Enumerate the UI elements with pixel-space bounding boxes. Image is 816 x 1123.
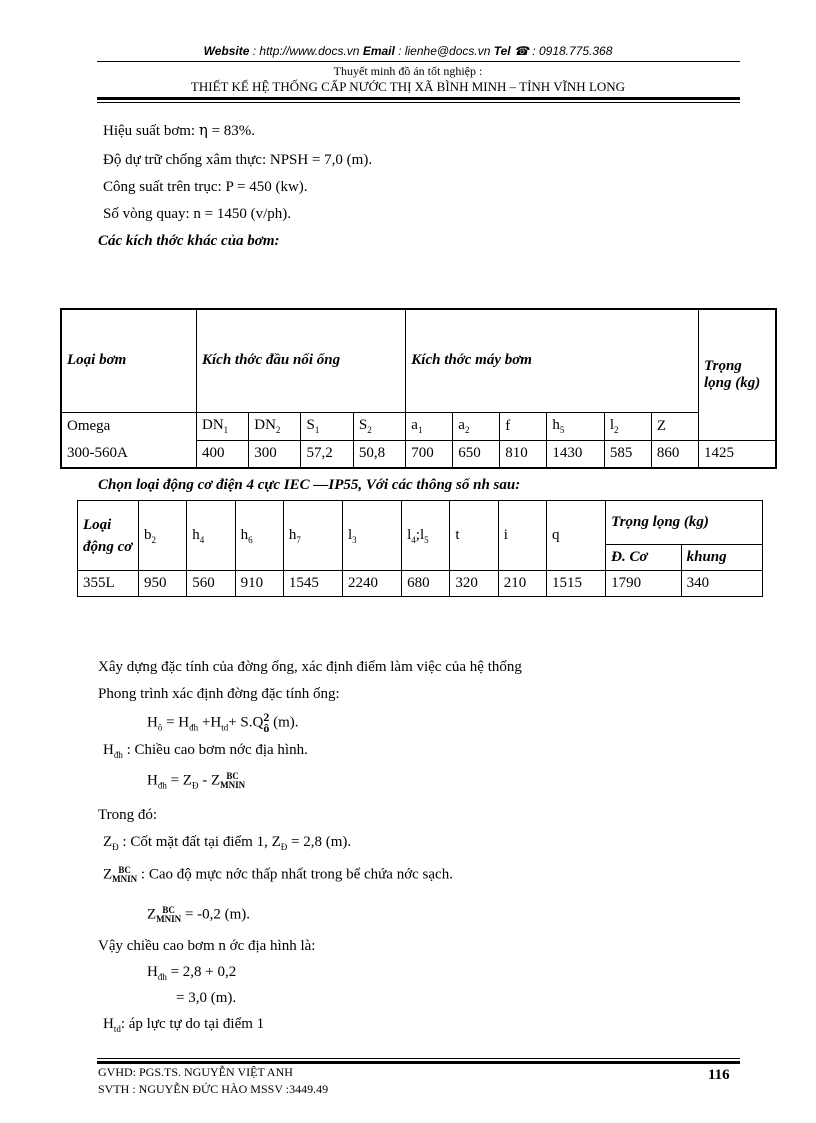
- def-htd: $H_{td}$: áp lực tự do tại điểm 1: [103, 1016, 265, 1034]
- col-z: Z: [651, 412, 698, 440]
- motor-weight-motor: Đ. Cơ: [606, 545, 682, 571]
- para-where: Trong đó:: [98, 807, 158, 823]
- table-cell: 400: [197, 440, 249, 468]
- header-contact: [0, 44, 816, 58]
- para-equation-intro: Phong trình xác định đờng đặc tính ống:: [98, 686, 340, 702]
- def-zmnin: Z BC MNIN : Cao độ mực nớc thấp nhất trong bể chứa nớc sạch.: [103, 865, 453, 884]
- para-so: Vậy chiều cao bơm n ớc địa hình là:: [98, 938, 316, 954]
- tel-value: : 0918.775.368: [532, 44, 613, 58]
- motor-heading: Chọn loại động cơ điện 4 cực IEC —IP55, Với các thông số nh sau:: [98, 477, 521, 493]
- table-cell: 810: [500, 440, 547, 468]
- col-i: i: [498, 501, 546, 571]
- header-title: THIẾT KẾ HỆ THỐNG CẤP NƯỚC THỊ XÃ BÌNH MINH – TỈNH VĨNH LONG: [190, 79, 626, 94]
- col-l4-l5: $l_4;l_5$: [402, 501, 450, 571]
- eta-symbol: η: [198, 121, 208, 139]
- pump-type-header: Loại bơm: [61, 309, 197, 412]
- equation-calc-2: = 3,0 (m).: [176, 990, 237, 1006]
- table-cell: 910: [235, 571, 283, 597]
- footer-supervisor: GVHD: PGS.TS. NGUYỄN VIỆT ANH: [98, 1065, 293, 1079]
- col-t: t: [450, 501, 498, 571]
- table-cell: 1425: [699, 440, 777, 468]
- col-s1: $S_1$: [301, 412, 353, 440]
- equation-zmnin: Z BC MNIN = -0,2 (m).: [147, 905, 251, 924]
- table-cell: 300: [249, 440, 301, 468]
- motor-weight-frame: khung: [681, 545, 762, 571]
- col-h6: $h_6$: [235, 501, 283, 571]
- pump-name-line1: Omega: [61, 412, 197, 440]
- col-l3: $l_3$: [343, 501, 402, 571]
- col-q: q: [547, 501, 606, 571]
- table-cell: 560: [187, 571, 235, 597]
- spec-efficiency: [103, 121, 255, 140]
- table-cell: 650: [453, 440, 500, 468]
- pump-dimension-table: [60, 308, 777, 469]
- email-value: : lienhe@docs.vn: [398, 44, 491, 58]
- spec-efficiency-label: Hiệu suất bơm:: [103, 123, 199, 139]
- para-characteristic: Xây dựng đặc tính của đờng ống, xác định điểm làm việc của hệ thống: [98, 659, 522, 675]
- col-a2: $a_2$: [453, 412, 500, 440]
- col-h7: $h_7$: [283, 501, 342, 571]
- footer-rule-thin: [97, 1058, 740, 1059]
- spec-speed: Số vòng quay: n = 1450 (v/ph).: [103, 206, 292, 222]
- col-h4: $h_4$: [187, 501, 235, 571]
- col-dn1: $DN_1$: [197, 412, 249, 440]
- spec-power: Công suất trên trục: P = 450 (kw).: [103, 179, 308, 195]
- motor-weight-header: Trọng lọng (kg): [606, 501, 763, 545]
- table-cell: 210: [498, 571, 546, 597]
- col-h5: $h_5$: [547, 412, 605, 440]
- header-rule-top: [97, 61, 740, 62]
- table-cell: 1545: [283, 571, 342, 597]
- table-cell: 1430: [547, 440, 605, 468]
- equation-hdh: $H_{đh} = Z_Đ - Z$ BC MNIN: [147, 771, 246, 791]
- col-b2: $b_2$: [139, 501, 187, 571]
- table-cell: 1790: [606, 571, 682, 597]
- equation-pipe-characteristic: $H_ô = H_{đh} +H_{td}+ S.Q2$ ô (m).: [147, 710, 299, 735]
- pump-size-header: Kích thớc máy bơm: [406, 309, 699, 412]
- def-zd: $Z_Đ$ : Cốt mặt đất tại điểm 1, $Z_Đ = 2,8$ (m).: [103, 834, 352, 852]
- table-cell: 2240: [343, 571, 402, 597]
- table-cell: 340: [681, 571, 762, 597]
- connection-header: Kích thớc đầu nối ống: [197, 309, 406, 412]
- pump-values-row: [61, 440, 776, 468]
- def-hdh: $H_{đh}$ : Chiều cao bơm nớc địa hình.: [103, 742, 308, 760]
- table-cell: 585: [604, 440, 651, 468]
- table-cell: 57,2: [301, 440, 353, 468]
- spec-efficiency-value: = 83%.: [207, 123, 256, 139]
- col-s2: $S_2$: [353, 412, 405, 440]
- col-dn2: $DN_2$: [249, 412, 301, 440]
- table-cell: 680: [402, 571, 450, 597]
- page-number: 116: [708, 1067, 730, 1083]
- weight-header: Trọng lọng (kg): [699, 309, 777, 440]
- footer-rule-thick: [97, 1061, 740, 1064]
- table-cell: 355L: [78, 571, 139, 597]
- footer-student: SVTH : NGUYỄN ĐỨC HÀO MSSV :3449.49: [98, 1082, 329, 1096]
- motor-type-header: Loại động cơ: [78, 501, 139, 571]
- spec-npsh: Độ dự trữ chống xâm thực: NPSH = 7,0 (m).: [103, 152, 373, 168]
- col-a1: $a_1$: [406, 412, 453, 440]
- phone-icon: ☎: [514, 44, 529, 58]
- pump-dims-heading: Các kích thớc khác của bơm:: [98, 233, 280, 249]
- pump-name-line2: 300-560A: [61, 440, 197, 468]
- table-cell: 950: [139, 571, 187, 597]
- table-cell: 860: [651, 440, 698, 468]
- col-l2: $l_2$: [604, 412, 651, 440]
- header-subtitle: Thuyết minh đồ án tốt nghiệp :: [333, 64, 483, 78]
- header-rule-thin: [97, 102, 740, 103]
- website-url: : http://www.docs.vn: [252, 44, 360, 58]
- equation-calc-1: $H_{đh} = 2,8 + 0,2$: [147, 964, 237, 982]
- table-cell: 320: [450, 571, 498, 597]
- header-rule-thick: [97, 97, 740, 100]
- tel-label: Tel: [493, 44, 511, 58]
- motor-values-row: [78, 571, 763, 597]
- website-label: Website: [203, 44, 250, 58]
- table-cell: 700: [406, 440, 453, 468]
- table-cell: 50,8: [353, 440, 405, 468]
- col-f: f: [500, 412, 547, 440]
- email-label: Email: [362, 44, 395, 58]
- motor-table: [77, 500, 763, 597]
- table-cell: 1515: [547, 571, 606, 597]
